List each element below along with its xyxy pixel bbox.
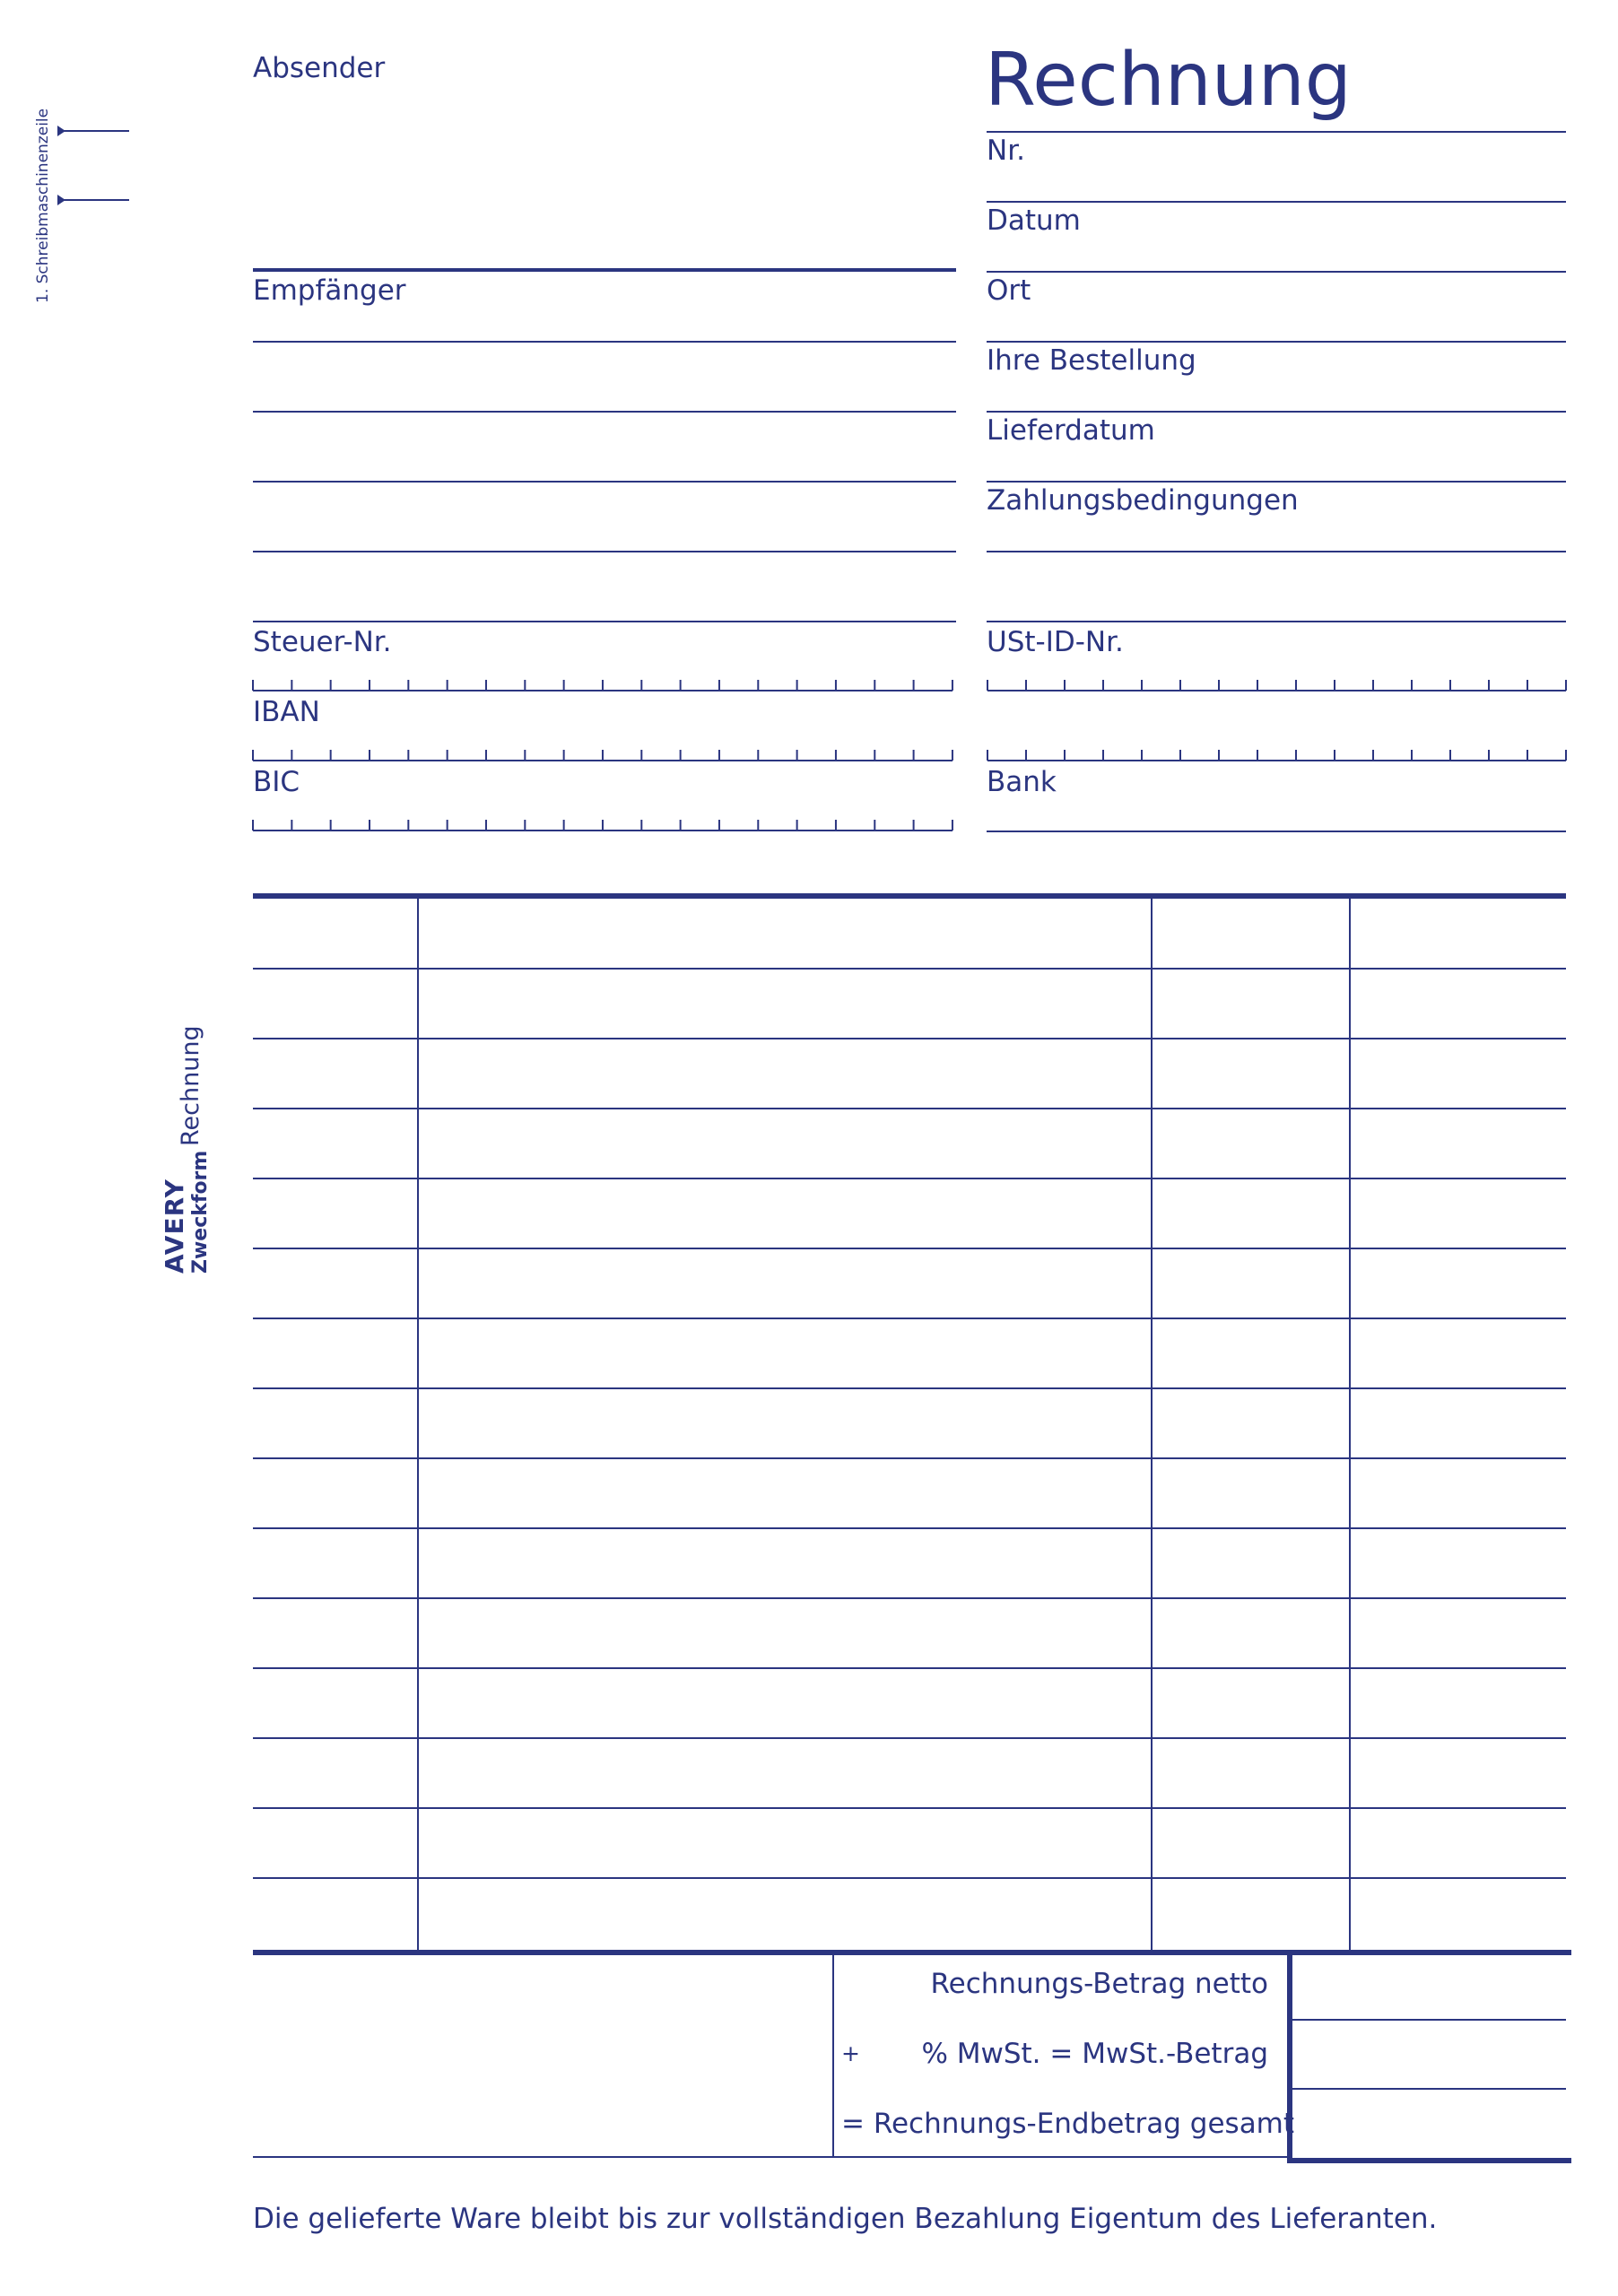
sender-separator [253, 268, 956, 272]
recipient-line-3 [253, 481, 956, 483]
payment-terms-field[interactable] [987, 520, 1566, 592]
payment-terms-line-2 [987, 621, 1566, 622]
items-row-line [253, 1737, 1566, 1739]
typewriter-marker-1 [57, 126, 129, 136]
recipient-line-1 [253, 341, 956, 343]
items-row-line [253, 1597, 1566, 1599]
order-field[interactable] [1202, 344, 1566, 380]
items-table-top-border [253, 893, 1566, 899]
typewriter-marker-2 [57, 195, 129, 205]
gross-amount-label: = Rechnungs-Endbetrag gesamt [841, 2108, 1295, 2140]
items-row-line [253, 1318, 1566, 1319]
number-label: Nr. [987, 135, 1025, 167]
number-line [987, 201, 1566, 203]
totals-line-2 [1292, 2088, 1566, 2090]
side-title: Rechnung [177, 1025, 204, 1146]
bic-label: BIC [253, 766, 300, 798]
items-row-line [253, 1527, 1566, 1529]
delivery-date-label: Lieferdatum [987, 414, 1155, 447]
place-line [987, 341, 1566, 343]
bic-comb [0, 0, 1, 1]
recipient-line-2 [253, 411, 956, 413]
delivery-date-field[interactable] [1166, 414, 1566, 450]
net-amount-field[interactable] [1300, 1961, 1561, 2014]
items-col-divider-1 [417, 899, 419, 1950]
items-col-divider-3 [1349, 899, 1351, 1950]
items-row-line [253, 1807, 1566, 1809]
iban-label: IBAN [253, 696, 320, 728]
order-line [987, 411, 1566, 413]
gross-amount-field[interactable] [1300, 2097, 1561, 2147]
date-label: Datum [987, 204, 1081, 237]
totals-bottom-line [253, 2156, 1292, 2158]
vat-amount-field[interactable] [1300, 2029, 1561, 2083]
vat-id-field[interactable] [987, 658, 1566, 691]
typewriter-line-label: 1. Schreibmaschinenzeile [34, 108, 52, 303]
order-label: Ihre Bestellung [987, 344, 1196, 377]
items-row-line [253, 1877, 1566, 1879]
items-row-line [253, 1457, 1566, 1459]
totals-line-1 [1292, 2019, 1566, 2021]
number-field[interactable] [1040, 135, 1566, 170]
net-amount-label: Rechnungs-Betrag netto [930, 1968, 1268, 2000]
sender-label: Absender [253, 52, 386, 84]
payment-terms-line-1 [987, 551, 1566, 552]
items-row-line [253, 1248, 1566, 1249]
tax-number-label: Steuer-Nr. [253, 626, 392, 658]
bank-label: Bank [987, 766, 1057, 798]
title-underline [987, 131, 1566, 133]
vat-id-label: USt-ID-Nr. [987, 626, 1124, 658]
items-table-bottom-border [253, 1950, 1292, 1955]
bank-field[interactable] [1058, 766, 1566, 831]
recipient-line-5 [253, 621, 956, 622]
place-field[interactable] [1058, 274, 1566, 310]
items-row-line [253, 1038, 1566, 1039]
sender-field[interactable] [253, 86, 956, 265]
recipient-field[interactable] [253, 310, 956, 615]
vat-plus-sign: + [841, 2040, 860, 2066]
page-title: Rechnung [985, 38, 1352, 123]
items-row-line [253, 1108, 1566, 1109]
items-row-line [253, 968, 1566, 970]
brand-logo-bottom: Zweckform [189, 1150, 212, 1274]
items-row-line [253, 1387, 1566, 1389]
payment-terms-label: Zahlungsbedingungen [987, 484, 1299, 517]
delivery-date-line [987, 481, 1566, 483]
items-col-divider-2 [1151, 899, 1153, 1950]
iban-field[interactable] [253, 728, 1566, 761]
brand-logo-top: AVERY [160, 1178, 189, 1274]
items-row-line [253, 1178, 1566, 1179]
date-field[interactable] [1094, 204, 1566, 240]
recipient-line-4 [253, 551, 956, 552]
place-label: Ort [987, 274, 1031, 307]
recipient-label: Empfänger [253, 274, 406, 307]
vat-amount-label: % MwSt. = MwSt.-Betrag [921, 2038, 1268, 2070]
items-row-line [253, 1667, 1566, 1669]
retention-of-title-note: Die gelieferte Ware bleibt bis zur vollständigen Bezahlung Eigentum des Lieferanten. [253, 2203, 1438, 2235]
date-line [987, 271, 1566, 273]
bank-line [987, 831, 1566, 832]
brand-logo [160, 1150, 219, 1274]
totals-left-divider [832, 1955, 834, 2158]
